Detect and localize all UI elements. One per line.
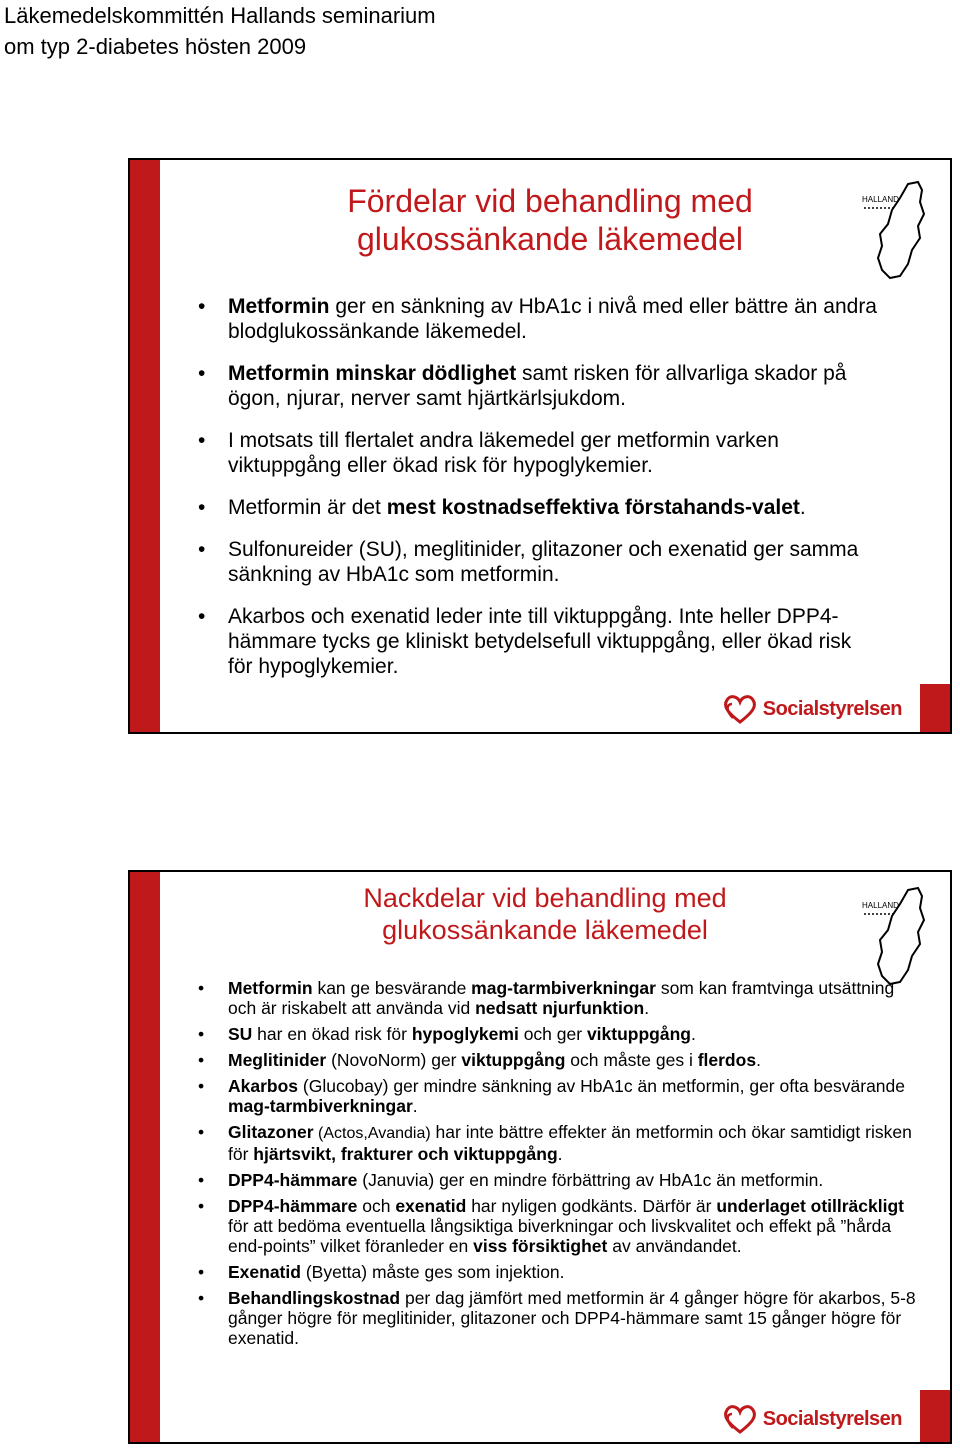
accent-bar-right [920, 684, 950, 732]
bullet-icon: • [198, 1288, 205, 1308]
logo-text: Socialstyrelsen [762, 697, 902, 720]
list-item: • Metformin kan ge besvärande mag-tarmbiverkningar som kan framtvinga utsättning och är riskabelt att använda vid nedsatt njurfunktion. [198, 978, 895, 1018]
socialstyrelsen-logo [721, 1404, 902, 1434]
header-line-2: om typ 2-diabetes hösten 2009 [4, 34, 307, 59]
list-item: • Sulfonureider (SU), meglitinider, glitazoner och exenatid ger samma sänkning av HbA1c som metformin. [198, 538, 859, 586]
socialstyrelsen-logo [721, 694, 902, 724]
bullet-icon: • [198, 295, 206, 318]
list-item: • Glitazoner (Actos,Avandia) har inte bättre effekter än metformin och ökar samtidigt risken för hjärtsvikt, frakturer och viktuppgång. [198, 1122, 912, 1164]
disadvantages-list [198, 978, 918, 1354]
bullet-icon: • [198, 605, 206, 628]
svg-text:HALLAND: HALLAND [862, 901, 899, 910]
bullet-icon: • [198, 429, 206, 452]
list-item: • Akarbos och exenatid leder inte till viktuppgång. Inte heller DPP4-hämmare tycks ge kliniskt betydelsefull viktuppgång, eller ökad risk för hypoglykemier. [198, 605, 852, 678]
slide-advantages [128, 158, 952, 734]
bullet-icon: • [198, 1050, 205, 1070]
header-line-1: Läkemedelskommittén Hallands seminarium [4, 3, 436, 28]
bullet-icon: • [198, 1024, 205, 1044]
bullet-icon: • [198, 496, 206, 519]
bullet-icon: • [198, 1170, 205, 1190]
bullet-icon: • [198, 1122, 205, 1142]
list-item: • I motsats till flertalet andra läkemedel ger metformin varken viktuppgång eller ökad risk för hypoglykemier. [198, 429, 779, 477]
bullet-icon: • [198, 1262, 205, 1282]
logo-text: Socialstyrelsen [762, 1407, 902, 1430]
title-line-1: Nackdelar vid behandling med [363, 883, 727, 913]
sweden-map-icon [860, 180, 932, 280]
socialstyrelsen-logo-icon [721, 1404, 759, 1434]
svg-text:HALLAND: HALLAND [862, 195, 899, 204]
list-item: • Exenatid (Byetta) måste ges som injektion. [198, 1262, 565, 1282]
bullet-icon: • [198, 362, 206, 385]
bullet-icon: • [198, 1076, 205, 1096]
list-item: • DPP4-hämmare och exenatid har nyligen godkänts. Därför är underlaget otillräckligt för att bedöma eventuella långsiktiga biverkningar och livskvalitet och effekt på ”hårda end-points” vilket föranleder en viss försiktighet av användandet. [198, 1196, 905, 1256]
advantages-list [198, 294, 878, 696]
list-item: • Akarbos (Glucobay) ger mindre sänkning av HbA1c än metformin, ger ofta besvärande mag-tarmbiverkningar. [198, 1076, 906, 1116]
bullet-icon: • [198, 538, 206, 561]
accent-bar-left [130, 160, 160, 732]
slide-disadvantages [128, 870, 952, 1444]
bullet-icon: • [198, 1196, 205, 1216]
list-item: • Metformin är det mest kostnadseffektiva förstahands-valet. [198, 496, 806, 519]
document-header [4, 0, 436, 62]
socialstyrelsen-logo-icon [721, 694, 759, 724]
slide-title [250, 182, 850, 258]
list-item: • SU har en ökad risk för hypoglykemi och ger viktuppgång. [198, 1024, 696, 1044]
title-line-2: glukossänkande läkemedel [356, 221, 744, 257]
title-line-2: glukossänkande läkemedel [382, 915, 708, 945]
list-item: • DPP4-hämmare (Januvia) ger en mindre förbättring av HbA1c än metformin. [198, 1170, 824, 1190]
sweden-map-icon [860, 886, 932, 986]
accent-bar-left [130, 872, 160, 1442]
title-line-1: Fördelar vid behandling med [347, 183, 753, 219]
list-item: • Meglitinider (NovoNorm) ger viktuppgång och måste ges i flerdos. [198, 1050, 761, 1070]
bullet-icon: • [198, 978, 205, 998]
list-item: • Metformin ger en sänkning av HbA1c i nivå med eller bättre än andra blodglukossänkande läkemedel. [198, 295, 877, 343]
list-item: • Behandlingskostnad per dag jämfört med metformin är 4 gånger högre för akarbos, 5-8 gånger högre för meglitinider, glitazoner och DPP4-hämmare samt 15 gånger högre för exenatid. [198, 1288, 916, 1348]
accent-bar-right [920, 1390, 950, 1442]
slide-title [250, 882, 840, 946]
list-item: • Metformin minskar dödlighet samt risken för allvarliga skador på ögon, njurar, nerver samt hjärtkärlsjukdom. [198, 362, 847, 410]
